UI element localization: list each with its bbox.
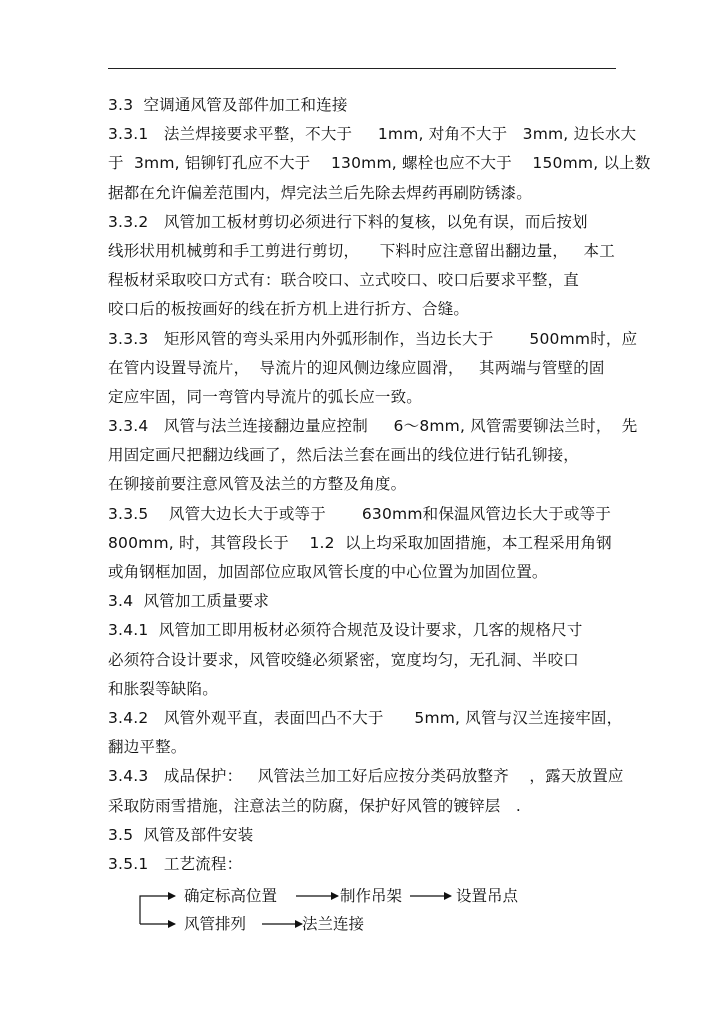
text-line: 据都在允许偏差范围内，焊完法兰后先除去焊药再刷防锈漆。 bbox=[108, 183, 532, 202]
text-line: 800mm, 时，其管段长于 1.2 以上均采取加固措施，本工程采用角钢 bbox=[108, 533, 612, 552]
text-line: 3.3.5 风管大边长大于或等于 630mm和保温风管边长大于或等于 bbox=[108, 504, 612, 523]
text-line: 于 3mm, 铝铆钉孔应不大于 130mm, 螺栓也应不大于 150mm, 以上数 bbox=[108, 154, 651, 173]
text-line: 3.5.1 工艺流程： bbox=[108, 854, 243, 873]
section-heading: 3.3 空调通风管及部件加工和连接 bbox=[108, 96, 348, 114]
section-heading: 3.5 风管及部件安装 bbox=[108, 825, 254, 844]
text-line: 必须符合设计要求，风管咬缝必须紧密，宽度均匀，无孔洞、半咬口 bbox=[108, 650, 580, 669]
text-line: 3.3.2 风管加工板材剪切必须进行下料的复核，以免有误，而后按划 bbox=[108, 212, 588, 231]
text-line: 和胀裂等缺陷。 bbox=[108, 679, 218, 698]
section-heading: 3.4 风管加工质量要求 bbox=[108, 592, 270, 611]
text-line: 用固定画尺把翻边线画了，然后法兰套在画出的线位进行钻孔铆接， bbox=[108, 446, 580, 465]
branch-line bbox=[140, 896, 175, 924]
flow-step-2: 制作吊架 bbox=[340, 887, 403, 905]
text-line: 3.4.2 风管外观平直，表面凹凸不大于 5mm, 风管与汉兰连接牢固， bbox=[108, 708, 623, 727]
text-line: 3.3.3 矩形风管的弯头采用内外弧形制作，当边长大于 500mm时，应 bbox=[108, 329, 638, 348]
flow-step-3: 设置吊点 bbox=[456, 887, 519, 905]
flow-step-5: 法兰连接 bbox=[302, 915, 365, 933]
text-line: 在铆接前要注意风管及法兰的方整及角度。 bbox=[108, 475, 407, 494]
text-line: 咬口后的板按画好的线在折方机上进行折方、合缝。 bbox=[108, 300, 470, 319]
flow-step-1: 确定标高位置 bbox=[184, 887, 278, 905]
text-line: 定应牢固，同一弯管内导流片的弧长应一致。 bbox=[108, 387, 423, 406]
text-line: 或角钢框加固，加固部位应取风管长度的中心位置为加固位置。 bbox=[108, 563, 548, 581]
text-line: 在管内设置导流片， 导流片的迎风侧边缘应圆滑， 其两端与管壁的固 bbox=[108, 358, 605, 377]
text-line: 采取防雨雪措施，注意法兰的防腐，保护好风管的镀锌层 . bbox=[108, 796, 522, 815]
text-line: 3.4.1 风管加工即用板材必须符合规范及设计要求，几客的规格尺寸 bbox=[108, 621, 583, 640]
text-line: 程板材采取咬口方式有：联合咬口、立式咬口、咬口后要求平整，直 bbox=[108, 271, 580, 290]
text-line: 线形状用机械剪和手工剪进行剪切， 下料时应注意留出翻边量， 本工 bbox=[108, 241, 615, 260]
text-line: 3.4.3 成品保护： 风管法兰加工好后应按分类码放整齐 ，露天放置应 bbox=[108, 767, 624, 786]
text-line: 翻边平整。 bbox=[108, 738, 187, 757]
flow-step-4: 风管排列 bbox=[184, 915, 247, 933]
text-line: 3.3.1 法兰焊接要求平整，不大于 1mm, 对角不大于 3mm, 边长水大 bbox=[108, 125, 637, 144]
text-line: 3.3.4 风管与法兰连接翻边量应控制 6～8mm, 风管需要铆法兰时， 先 bbox=[108, 417, 638, 436]
